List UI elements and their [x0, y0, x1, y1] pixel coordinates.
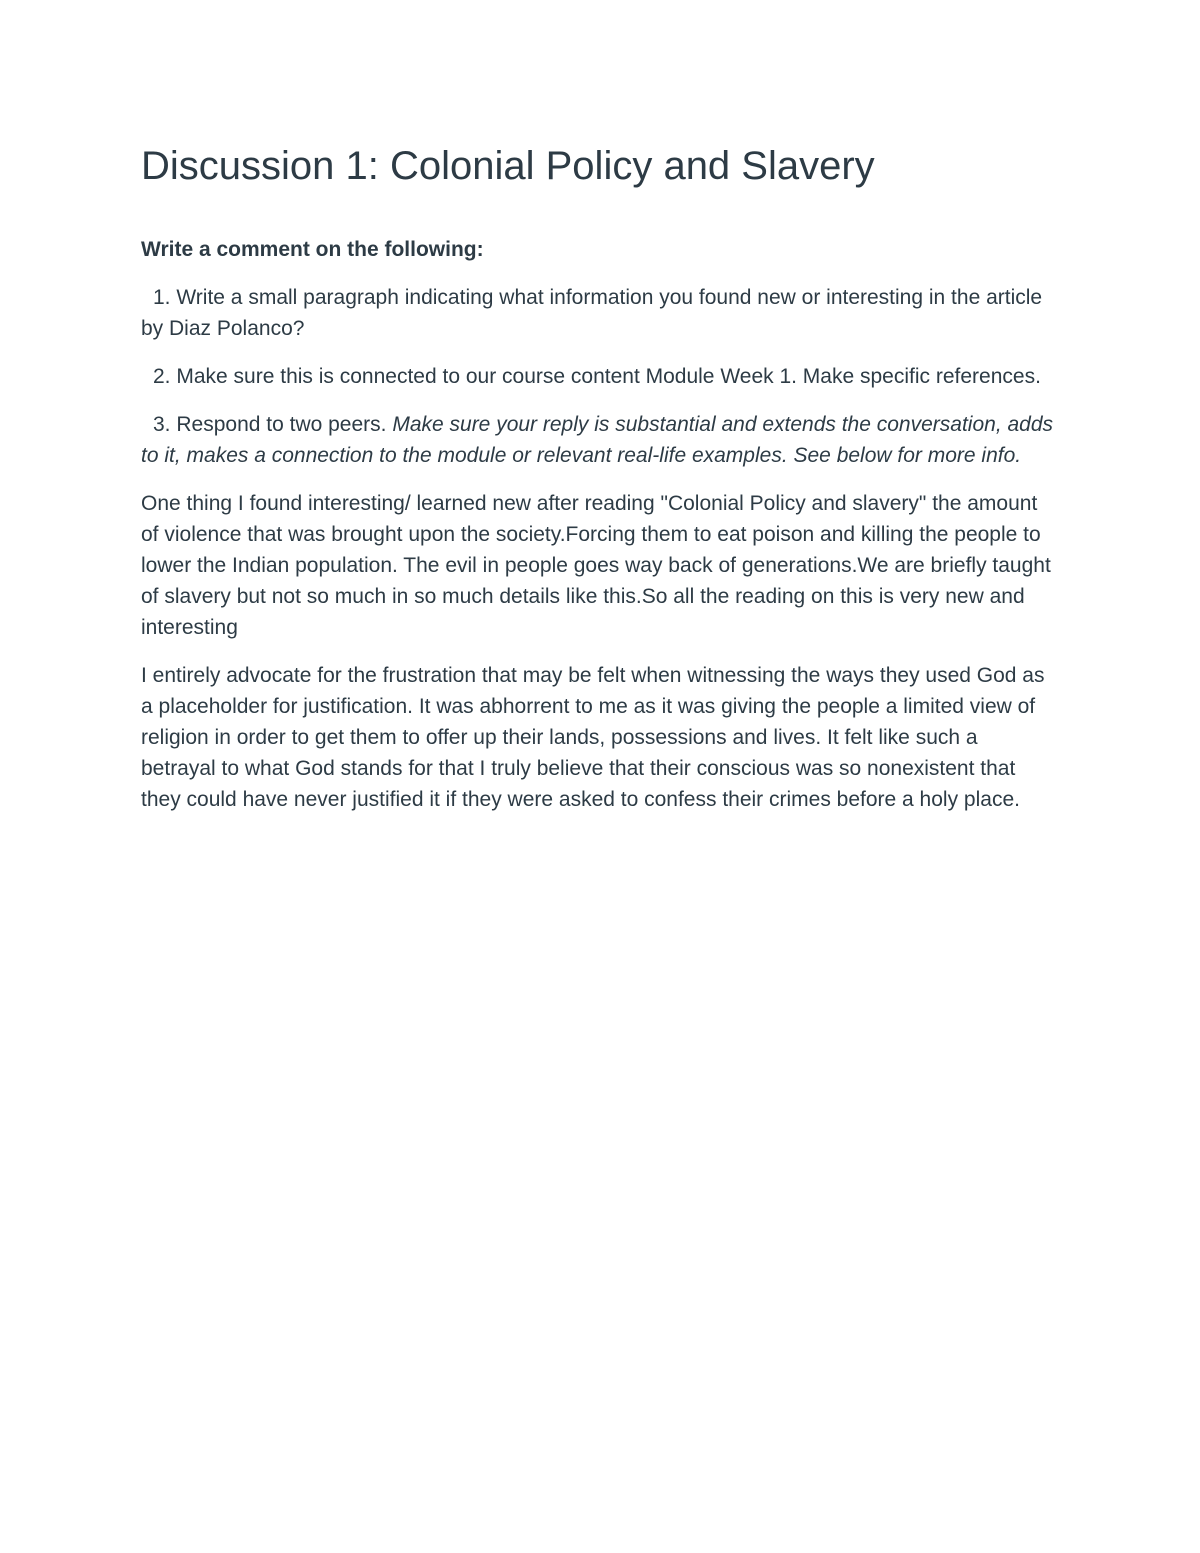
item-text: Write a small paragraph indicating what information you found new or interesting in the article by Diaz Polanco? [141, 286, 1043, 340]
item-number: 2. [153, 365, 171, 388]
item-number: 3. [153, 413, 171, 436]
item-text: Respond to two peers. [176, 413, 387, 436]
response-paragraph-1: One thing I found interesting/ learned new after reading "Colonial Policy and slavery" the amount of violence that was brought upon the society.Forcing them to eat poison and killing the people to lower the Indian population. The evil in people goes way back of generations.We are briefly taught of slavery but not so much in so much details like this.So all the reading on this is very new and interesting [141, 492, 1051, 639]
response-paragraph-2: I entirely advocate for the frustration that may be felt when witnessing the ways they used God as a placeholder for justification. It was abhorrent to me as it was giving the people a limited view of religion in order to get them to offer up their lands, possessions and lives. It felt like such a betrayal to what God stands for that I truly believe that their conscious was so nonexistent that they could have never justified it if they were asked to confess their crimes before a holy place. [141, 664, 1045, 811]
instruction-item-3 [141, 409, 1056, 471]
item-emphasis: Make sure your reply is substantial and extends the conversation, adds to it, makes a connection to the module or relevant real-life examples. See below for more info. [141, 413, 1054, 467]
page-title: Discussion 1: Colonial Policy and Slavery [141, 144, 875, 188]
document-page [141, 136, 1056, 815]
item-number: 1. [153, 286, 171, 309]
instruction-item-2 [141, 361, 1056, 392]
instructions-heading: Write a comment on the following: [141, 238, 484, 261]
instruction-item-1 [141, 282, 1056, 344]
item-text: Make sure this is connected to our course content Module Week 1. Make specific references. [176, 365, 1041, 388]
